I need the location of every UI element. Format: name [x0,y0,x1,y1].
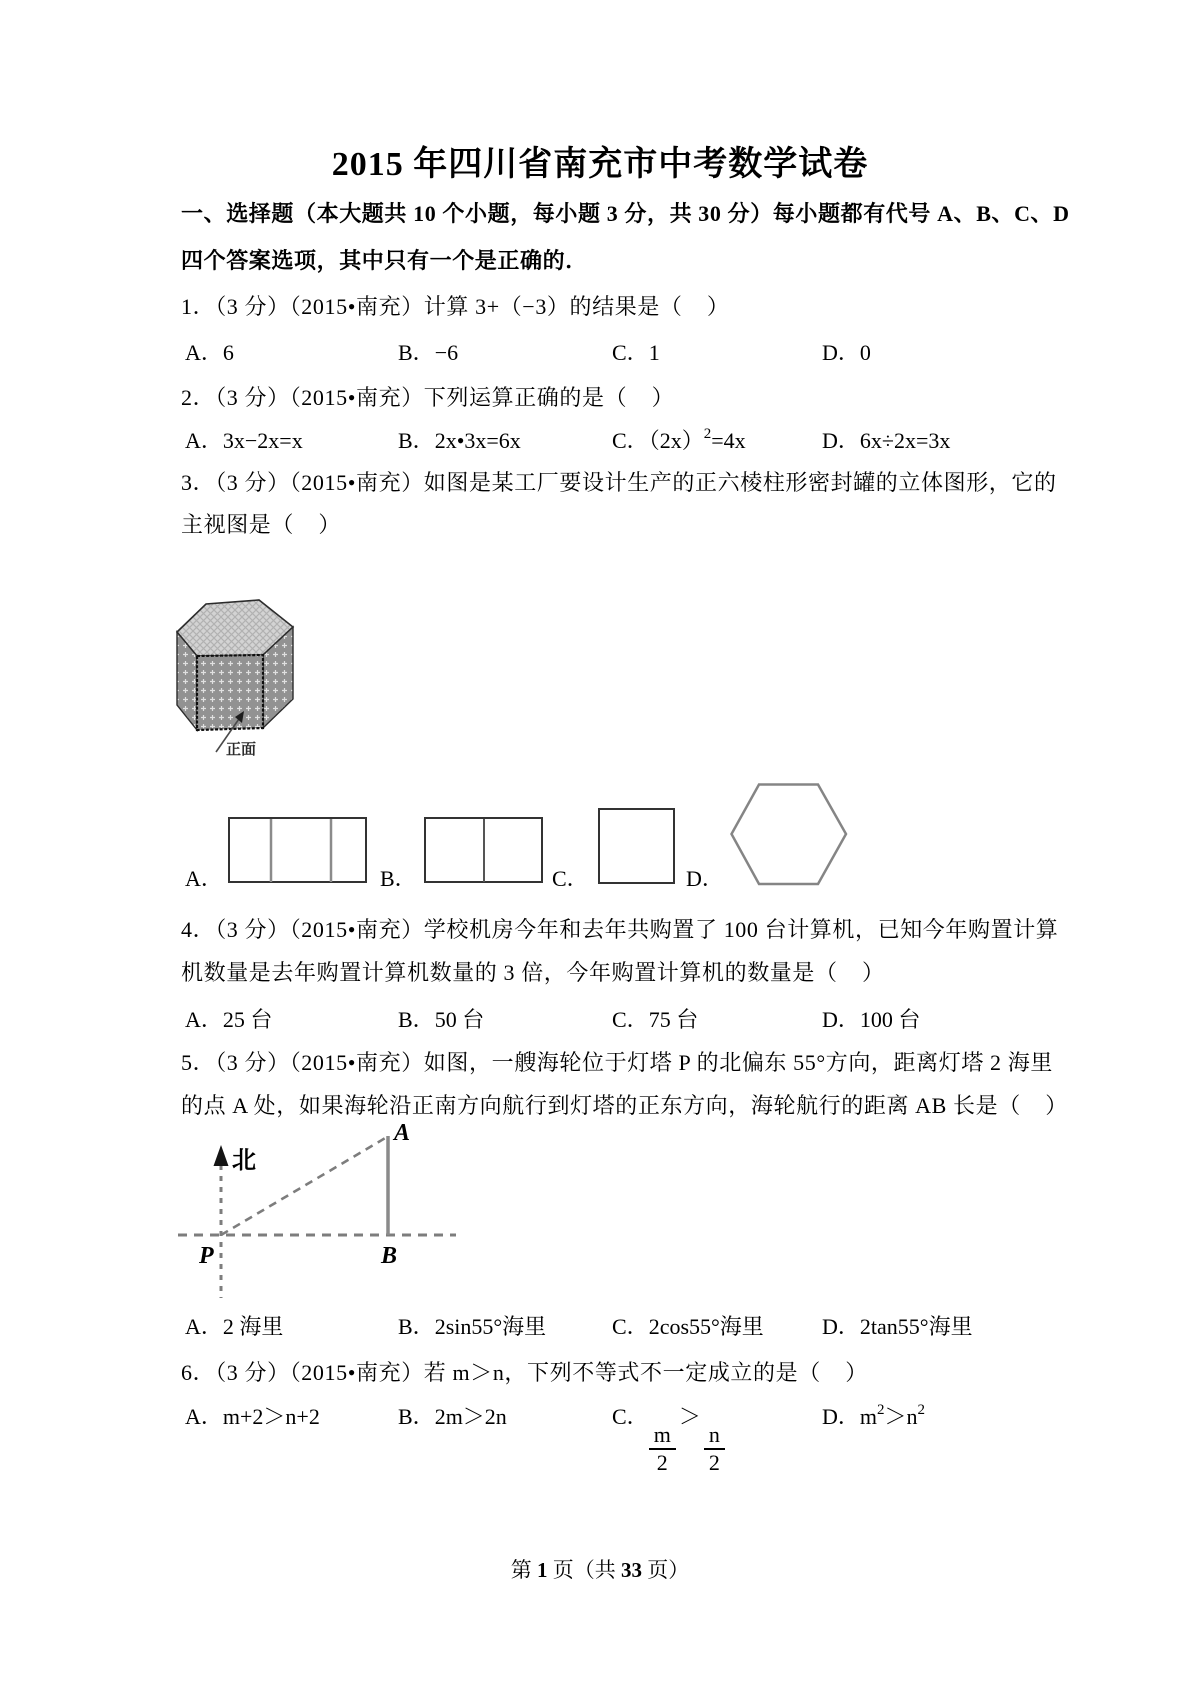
q5-stem-line1: 5．（3 分）（2015•南充）如图，一艘海轮位于灯塔 P 的北偏东 55°方向，距离灯塔 2 海里 [181,1050,1053,1075]
option-label: D． [822,340,860,365]
option-text: m [859,1404,878,1429]
option-label: A． [185,1007,223,1032]
option-text: 25 台 [222,1007,273,1032]
page-footer [0,1554,1200,1584]
q6-options [0,1400,1200,1475]
option-text: 2 海里 [222,1314,284,1339]
q3-shape-label-c: C． [552,866,589,891]
q2-option-c [612,424,746,455]
q3-shape-label-d: D． [686,866,724,891]
q5-options [0,1310,1200,1354]
q4-options [0,1003,1200,1047]
q2-option-d [822,424,950,455]
option-label: C． [612,340,649,365]
option-text: 75 台 [648,1007,699,1032]
option-label: C． [612,1314,649,1339]
exponent: 2 [917,1402,926,1418]
option-label: B． [398,340,435,365]
q3-option-d-shape [730,783,848,886]
option-text: m+2＞n+2 [222,1404,320,1429]
q5-option-a [185,1310,283,1341]
option-label: B． [398,1314,435,1339]
q3-shape-label-b: B． [380,866,417,891]
point-p-label: P [199,1243,214,1269]
option-text: −6 [434,340,459,365]
option-label: C． [612,1404,649,1429]
prism-front-face [197,655,263,730]
q5-navigation-diagram [170,1115,470,1305]
q6-option-d [822,1400,925,1431]
option-label: B． [398,1007,435,1032]
numerator: n [704,1423,725,1450]
q6-option-c [612,1400,725,1475]
q6-stem: 6．（3 分）（2015•南充）若 m＞n，下列不等式不一定成立的是（ ） [181,1360,868,1385]
q3-stem-line1: 3．（3 分）（2015•南充）如图是某工厂要设计生产的正六棱柱形密封罐的立体图形，它的 [181,470,1057,495]
footer-text: 页） [642,1558,690,1582]
footer-text: 页（共 [547,1558,621,1582]
option-label: D． [822,428,860,453]
denominator: 2 [656,1449,668,1475]
option-label: C． [612,1007,649,1032]
q1-option-c [612,336,660,367]
exponent: 2 [877,1402,885,1418]
greater-than-sign: ＞ [884,1404,907,1429]
option-text: 100 台 [859,1007,921,1032]
option-text: 2tan55°海里 [859,1314,973,1339]
q3-shape-label-a: A． [185,866,223,891]
option-text: =4x [711,428,746,453]
exponent: 2 [703,426,712,442]
section-intro-line1: 一、选择题（本大题共 10 个小题，每小题 3 分，共 30 分）每小题都有代号 A、B、C、D [181,201,1070,226]
north-label: 北 [232,1148,256,1174]
q2-stem: 2．（3 分）（2015•南充）下列运算正确的是（ ） [181,385,675,410]
option-label: A． [185,340,223,365]
q1-stem: 1．（3 分）（2015•南充）计算 3+（−3）的结果是（ ） [181,294,730,319]
denominator: 2 [708,1449,720,1475]
q3-option-b-shape [424,817,544,884]
option-label: D． [822,1007,860,1032]
option-text: 6x÷2x=3x [859,428,951,453]
q4-option-d [822,1003,920,1034]
north-arrow-icon [214,1145,229,1166]
option-label: A． [185,1314,223,1339]
q2-options [0,424,1200,468]
option-text: 2cos55°海里 [648,1314,764,1339]
footer-text: 第 [510,1558,537,1582]
option-text: 2m＞2n [434,1404,507,1429]
option-label: C． [612,428,649,453]
option-text: n [906,1404,918,1429]
q1-option-a [185,336,234,367]
section-intro-line2: 四个答案选项，其中只有一个是正确的． [181,248,588,273]
q1-option-b [398,336,458,367]
q1-option-d [822,336,871,367]
numerator: m [649,1423,676,1450]
q3-stem-line2: 主视图是（ ） [181,512,342,537]
option-label: D． [822,1314,860,1339]
option-text: 50 台 [434,1007,485,1032]
option-text: 1 [648,340,660,365]
q3-option-a-shape [228,817,368,884]
fraction [704,1423,725,1475]
front-face-label: 正面 [226,742,257,758]
q6-option-b [398,1400,507,1431]
q4-stem-line2: 机数量是去年购置计算机数量的 3 倍，今年购置计算机的数量是（ ） [181,960,885,985]
q5-option-d [822,1310,973,1341]
q4-option-b [398,1003,484,1034]
q3-option-c-shape [598,808,676,885]
q4-option-a [185,1003,272,1034]
page-title: 2015 年四川省南充市中考数学试卷 [331,146,869,183]
q2-option-b [398,424,521,455]
option-text: （2x） [648,428,704,453]
q5-option-b [398,1310,546,1341]
point-a-label: A [394,1120,411,1146]
greater-than-sign: ＞ [678,1404,701,1429]
option-label: B． [398,428,435,453]
q4-stem-line1: 4．（3 分）（2015•南充）学校机房今年和去年共购置了 100 台计算机，已知今年购置计算 [181,917,1059,942]
option-label: D． [822,1404,860,1429]
option-text: 2x•3x=6x [434,428,521,453]
option-text: 6 [222,340,234,365]
option-text: 0 [859,340,871,365]
option-label: A． [185,1404,223,1429]
option-text: 3x−2x=x [222,428,303,453]
q5-stem-line2: 的点 A 处，如果海轮沿正南方向航行到灯塔的正东方向，海轮航行的距离 AB 长是（ ） [181,1093,1068,1118]
point-b-label: B [381,1243,398,1269]
q6-option-a [185,1400,320,1431]
q4-option-c [612,1003,698,1034]
q2-option-a [185,424,303,455]
q1-options [0,336,1200,380]
hexagonal-prism-figure [172,596,304,760]
option-label: A． [185,428,223,453]
page-number: 1 [537,1558,548,1582]
fraction [649,1423,676,1475]
option-label: B． [398,1404,435,1429]
q5-option-c [612,1310,764,1341]
option-text: 2sin55°海里 [434,1314,547,1339]
total-pages: 33 [621,1558,642,1582]
